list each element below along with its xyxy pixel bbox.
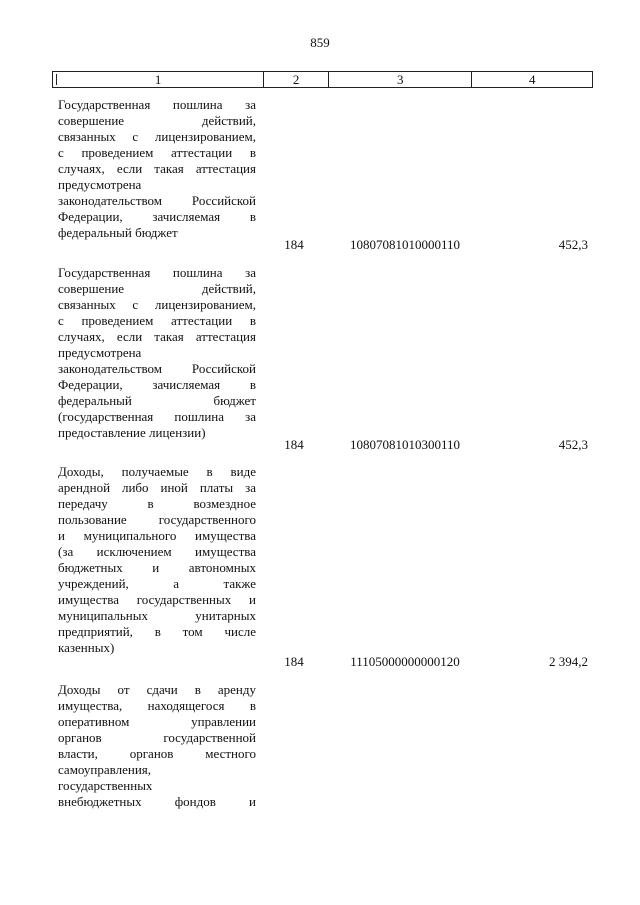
budget-code: 10807081010300110: [349, 437, 461, 452]
desc-line: Федерации, зачисляемая в: [58, 377, 256, 392]
desc-line: предусмотрена: [58, 177, 142, 192]
desc-line: предусмотрена: [58, 345, 142, 360]
desc-line: Федерации, зачисляемая в: [58, 209, 256, 224]
desc-line: федеральный бюджет: [58, 225, 178, 240]
desc-line: учреждений, а также: [58, 576, 256, 591]
header-col-3: 3: [329, 72, 472, 87]
desc-line: Государственная пошлина за: [58, 265, 256, 280]
amount: 452,3: [558, 237, 588, 252]
admin-code: 184: [284, 654, 304, 669]
desc-line: имущества государственных и: [58, 592, 256, 607]
row-description: [58, 97, 256, 241]
desc-line: имущества, находящегося в: [58, 698, 256, 713]
desc-line: совершение действий,: [58, 281, 256, 296]
desc-line: казенных): [58, 640, 115, 655]
desc-line: самоуправления,: [58, 762, 152, 777]
header-col-2: 2: [264, 72, 329, 87]
desc-line: связанных с лицензированием,: [58, 129, 256, 144]
desc-line: государственных: [58, 778, 153, 793]
desc-line: арендной либо иной платы за: [58, 480, 256, 495]
amount: 452,3: [558, 437, 588, 452]
desc-line: случаях, если такая аттестация: [58, 161, 256, 176]
row-description: [58, 464, 256, 656]
budget-code: 10807081010000110: [349, 237, 461, 252]
desc-line: Государственная пошлина за: [58, 97, 256, 112]
desc-line: бюджетных и автономных: [58, 560, 256, 575]
desc-line: Доходы от сдачи в аренду: [58, 682, 256, 697]
desc-line: муниципальных унитарных: [58, 608, 256, 623]
admin-code: 184: [284, 237, 304, 252]
header-col-1: 1: [53, 72, 264, 87]
desc-line: внебюджетных фондов и: [58, 794, 256, 809]
row-description: [58, 265, 256, 441]
desc-line: и муниципального имущества: [58, 528, 256, 543]
page-number: 859: [310, 35, 330, 50]
desc-line: предоставление лицензии): [58, 425, 206, 440]
desc-line: связанных с лицензированием,: [58, 297, 256, 312]
budget-code: 11105000000000120: [350, 654, 460, 669]
desc-line: с проведением аттестации в: [58, 145, 256, 160]
desc-line: органов государственной: [58, 730, 256, 745]
desc-line: (государственная пошлина за: [58, 409, 256, 424]
desc-line: законодательством Российской: [58, 361, 256, 376]
desc-line: Доходы, получаемые в виде: [58, 464, 256, 479]
desc-line: случаях, если такая аттестация: [58, 329, 256, 344]
desc-line: с проведением аттестации в: [58, 313, 256, 328]
desc-line: федеральный бюджет: [58, 393, 256, 408]
header-col-4: 4: [528, 71, 536, 87]
desc-line: совершение действий,: [58, 113, 256, 128]
desc-line: передачу в возмездное: [58, 496, 256, 511]
table-header: [52, 71, 593, 88]
desc-line: власти, органов местного: [58, 746, 256, 761]
desc-line: пользование государственного: [58, 512, 256, 527]
desc-line: законодательством Российской: [58, 193, 256, 208]
desc-line: оперативном управлении: [58, 714, 256, 729]
desc-line: предприятий, в том числе: [58, 624, 256, 639]
desc-line: (за исключением имущества: [58, 544, 256, 559]
admin-code: 184: [284, 437, 304, 452]
amount: 2 394,2: [549, 654, 588, 669]
row-description: [58, 682, 256, 810]
